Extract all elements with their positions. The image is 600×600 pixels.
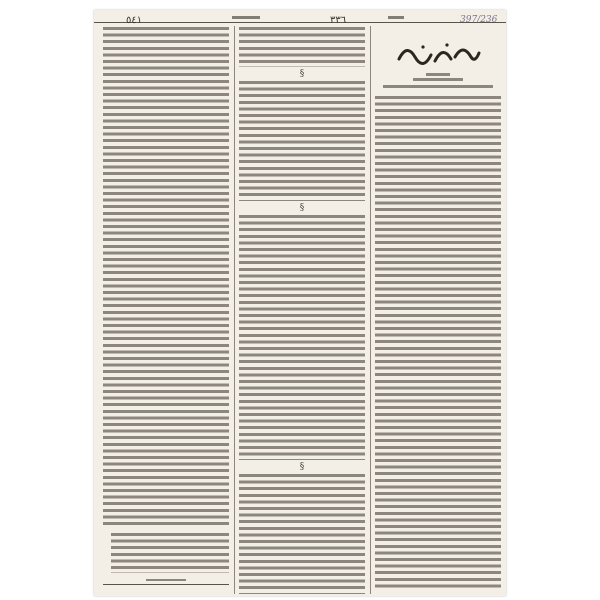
- section-separator: §: [299, 69, 305, 79]
- page-number-left: ٥٤١: [126, 15, 143, 26]
- text-block: [239, 474, 365, 594]
- column-middle: [239, 27, 365, 594]
- running-head-left: [232, 16, 260, 19]
- text-block: [239, 81, 365, 201]
- column-divider: [370, 26, 371, 594]
- library-stamp: 397/236: [460, 15, 498, 25]
- header-rule: [94, 22, 506, 23]
- article-title-block: [375, 37, 501, 88]
- text-block: [103, 27, 229, 527]
- calligraphic-title-art: [393, 37, 483, 69]
- running-head-right: [388, 16, 404, 19]
- magazine-page: [94, 10, 506, 596]
- text-block: [239, 215, 365, 460]
- section-separator: §: [299, 203, 305, 213]
- text-block: [111, 533, 229, 573]
- column-divider: [234, 26, 235, 594]
- section-separator: §: [299, 462, 305, 472]
- text-block: [375, 96, 501, 588]
- page-number-right: ٣٣٦: [330, 15, 347, 26]
- footer-rule: [103, 584, 229, 585]
- text-block: [239, 27, 365, 67]
- author-signature: [146, 579, 186, 581]
- column-right: [375, 27, 501, 594]
- column-left: [103, 27, 229, 594]
